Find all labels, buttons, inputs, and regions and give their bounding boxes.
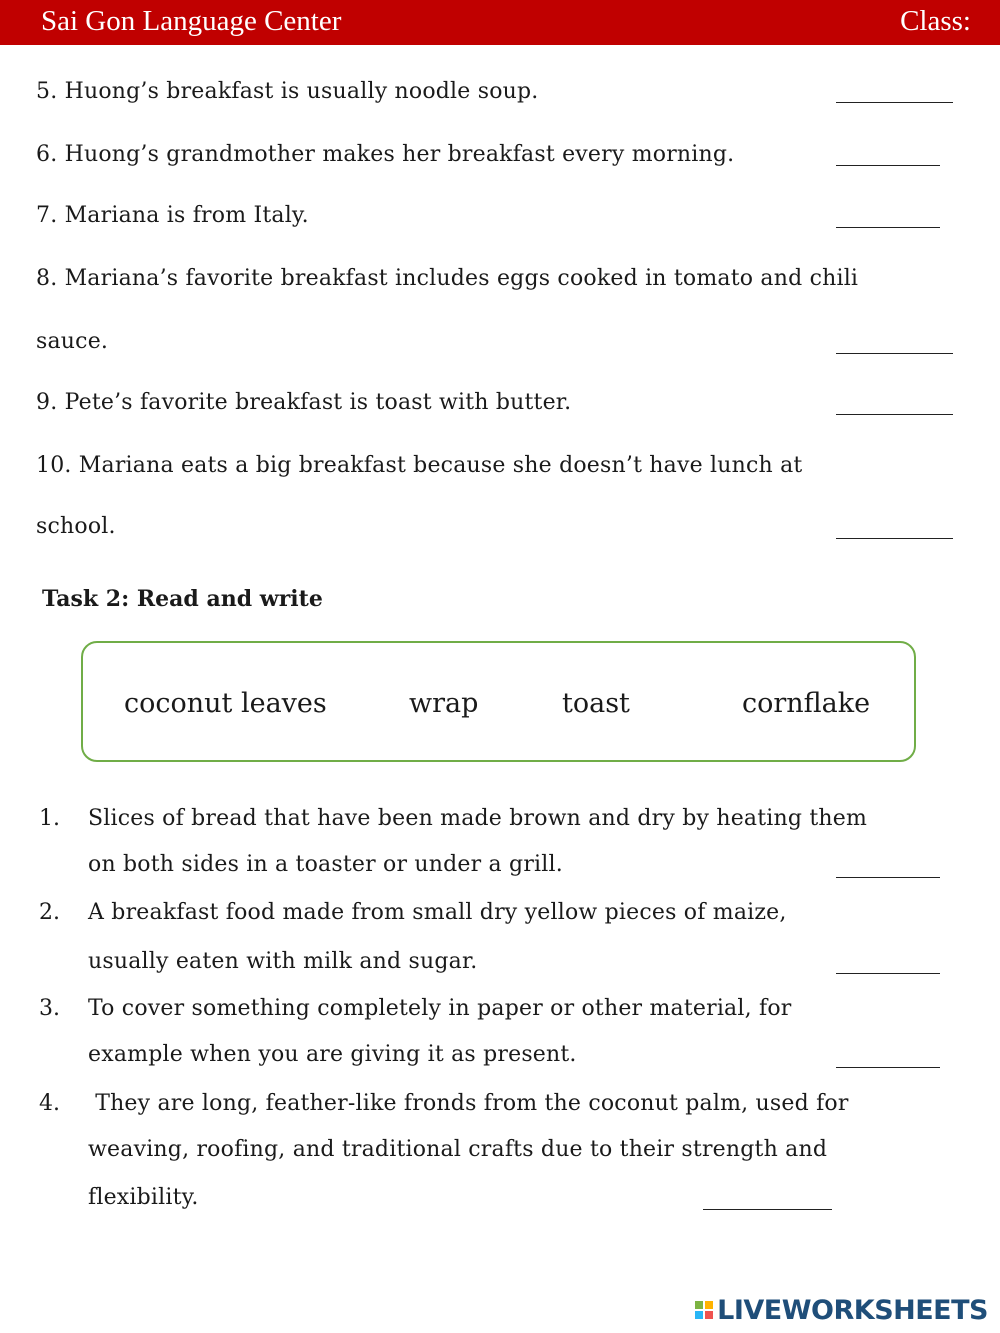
word-coconut-leaves: coconut leaves bbox=[124, 688, 327, 719]
question-2-line1: A breakfast food made from small dry yellow pieces of maize, bbox=[88, 900, 787, 925]
question-3-line2: example when you are giving it as present. bbox=[88, 1042, 577, 1067]
statement-5: 5. Huong’s breakfast is usually noodle soup. bbox=[36, 79, 539, 104]
answer-blank-10[interactable] bbox=[836, 538, 953, 539]
question-2-blank[interactable] bbox=[836, 973, 940, 974]
answer-blank-8[interactable] bbox=[836, 353, 953, 354]
logo-text: LIVEWORKSHEETS bbox=[717, 1294, 988, 1326]
question-3-line1: To cover something completely in paper or other material, for bbox=[88, 996, 792, 1021]
question-4-line1: They are long, feather-like fronds from the coconut palm, used for bbox=[88, 1091, 849, 1116]
school-name: Sai Gon Language Center bbox=[41, 5, 342, 37]
statement-10-line2: school. bbox=[36, 514, 116, 539]
class-label: Class: bbox=[900, 5, 971, 37]
question-1-line2: on both sides in a toaster or under a grill. bbox=[88, 852, 563, 877]
answer-blank-9[interactable] bbox=[836, 414, 953, 415]
question-1-number: 1. bbox=[39, 806, 60, 831]
question-4-line2: weaving, roofing, and traditional crafts due to their strength and bbox=[88, 1137, 828, 1162]
question-2-line2: usually eaten with milk and sugar. bbox=[88, 949, 478, 974]
liveworksheets-logo bbox=[695, 1292, 988, 1328]
answer-blank-5[interactable] bbox=[836, 102, 953, 103]
statement-8-line2: sauce. bbox=[36, 329, 109, 354]
word-cornflake: cornflake bbox=[742, 688, 871, 719]
question-2-number: 2. bbox=[39, 900, 60, 925]
word-wrap: wrap bbox=[409, 688, 479, 719]
question-4-line3: flexibility. bbox=[88, 1185, 199, 1210]
answer-blank-7[interactable] bbox=[836, 227, 940, 228]
question-3-number: 3. bbox=[39, 996, 60, 1021]
question-4-blank[interactable] bbox=[703, 1209, 832, 1210]
question-1-blank[interactable] bbox=[836, 877, 940, 878]
word-toast: toast bbox=[562, 688, 630, 719]
question-1-line1: Slices of bread that have been made brown and dry by heating them bbox=[88, 806, 868, 831]
answer-blank-6[interactable] bbox=[836, 165, 940, 166]
statement-6: 6. Huong’s grandmother makes her breakfast every morning. bbox=[36, 142, 735, 167]
statement-9: 9. Pete’s favorite breakfast is toast with butter. bbox=[36, 390, 572, 415]
statement-10-line1: 10. Mariana eats a big breakfast because she doesn’t have lunch at bbox=[36, 453, 803, 478]
header-bar bbox=[0, 0, 1000, 45]
statement-7: 7. Mariana is from Italy. bbox=[36, 203, 309, 228]
question-4-number: 4. bbox=[39, 1091, 60, 1116]
task-2-title: Task 2: Read and write bbox=[42, 586, 323, 612]
statement-8-line1: 8. Mariana’s favorite breakfast includes eggs cooked in tomato and chili bbox=[36, 266, 859, 291]
logo-grid-icon bbox=[695, 1301, 713, 1319]
question-3-blank[interactable] bbox=[836, 1067, 940, 1068]
word-bank bbox=[81, 641, 916, 762]
